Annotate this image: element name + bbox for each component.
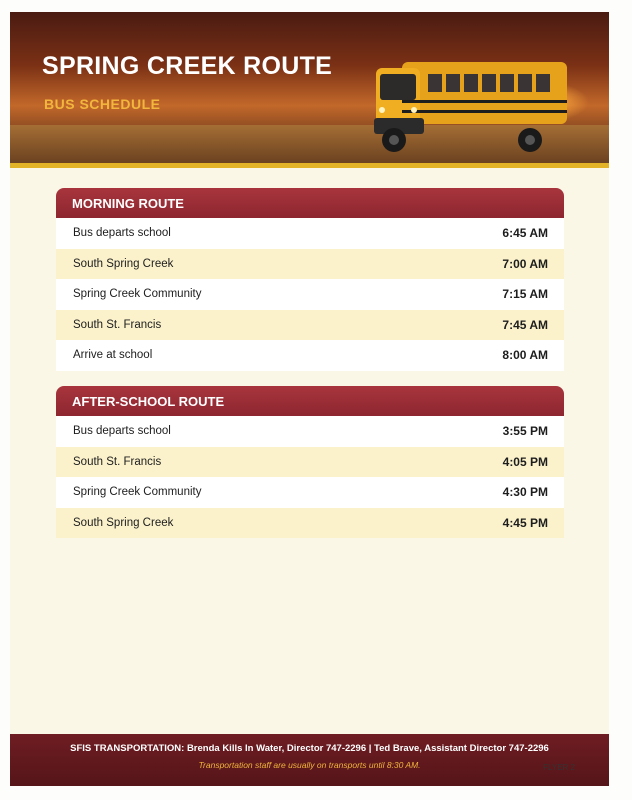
stop-name: South Spring Creek [73, 516, 174, 529]
stop-name: Bus departs school [73, 425, 171, 438]
schedule-row [56, 508, 564, 539]
after-school-route-header: AFTER-SCHOOL ROUTE [56, 386, 564, 416]
footer-note: Transportation staff are usually on transports until 8:30 AM. [198, 760, 421, 770]
stop-time: 8:00 AM [502, 348, 548, 363]
gold-stripe [10, 163, 609, 168]
schedule-row [56, 249, 564, 280]
schedule-row [56, 340, 564, 371]
stop-time: 7:15 AM [502, 287, 548, 302]
footer-contacts: SFIS TRANSPORTATION: Brenda Kills In Water, Director 747-2296 | Ted Brave, Assistant Director 747-2296 [70, 743, 549, 754]
schedule-row [56, 477, 564, 508]
stop-name: South St. Francis [73, 455, 162, 468]
stop-time: 4:45 PM [502, 515, 548, 530]
schedule-row [56, 416, 564, 447]
morning-route-header: MORNING ROUTE [56, 188, 564, 218]
flyer-page [10, 12, 609, 786]
stop-time: 3:55 PM [502, 424, 548, 439]
header-banner [10, 12, 609, 163]
after-school-route-table [56, 386, 564, 538]
stop-name: Spring Creek Community [73, 288, 202, 301]
stop-name: Bus departs school [73, 227, 171, 240]
morning-route-table [56, 188, 564, 371]
stop-time: 7:00 AM [502, 256, 548, 271]
flyer-label: FLYER 2 [543, 763, 575, 772]
schedule-row [56, 310, 564, 341]
contact-footer [10, 734, 609, 786]
stop-time: 4:30 PM [502, 485, 548, 500]
stop-name: Arrive at school [73, 349, 153, 362]
stop-time: 4:05 PM [502, 454, 548, 469]
stop-time: 6:45 AM [502, 226, 548, 241]
page-subtitle: BUS SCHEDULE [44, 96, 161, 112]
stop-name: South St. Francis [73, 318, 162, 331]
schedule-row [56, 447, 564, 478]
stop-name: Spring Creek Community [73, 486, 202, 499]
schedule-row [56, 279, 564, 310]
page-title: SPRING CREEK ROUTE [42, 52, 333, 80]
stop-time: 7:45 AM [502, 317, 548, 332]
schedule-row [56, 218, 564, 249]
stop-name: South Spring Creek [73, 257, 174, 270]
school-bus-icon [372, 48, 572, 160]
